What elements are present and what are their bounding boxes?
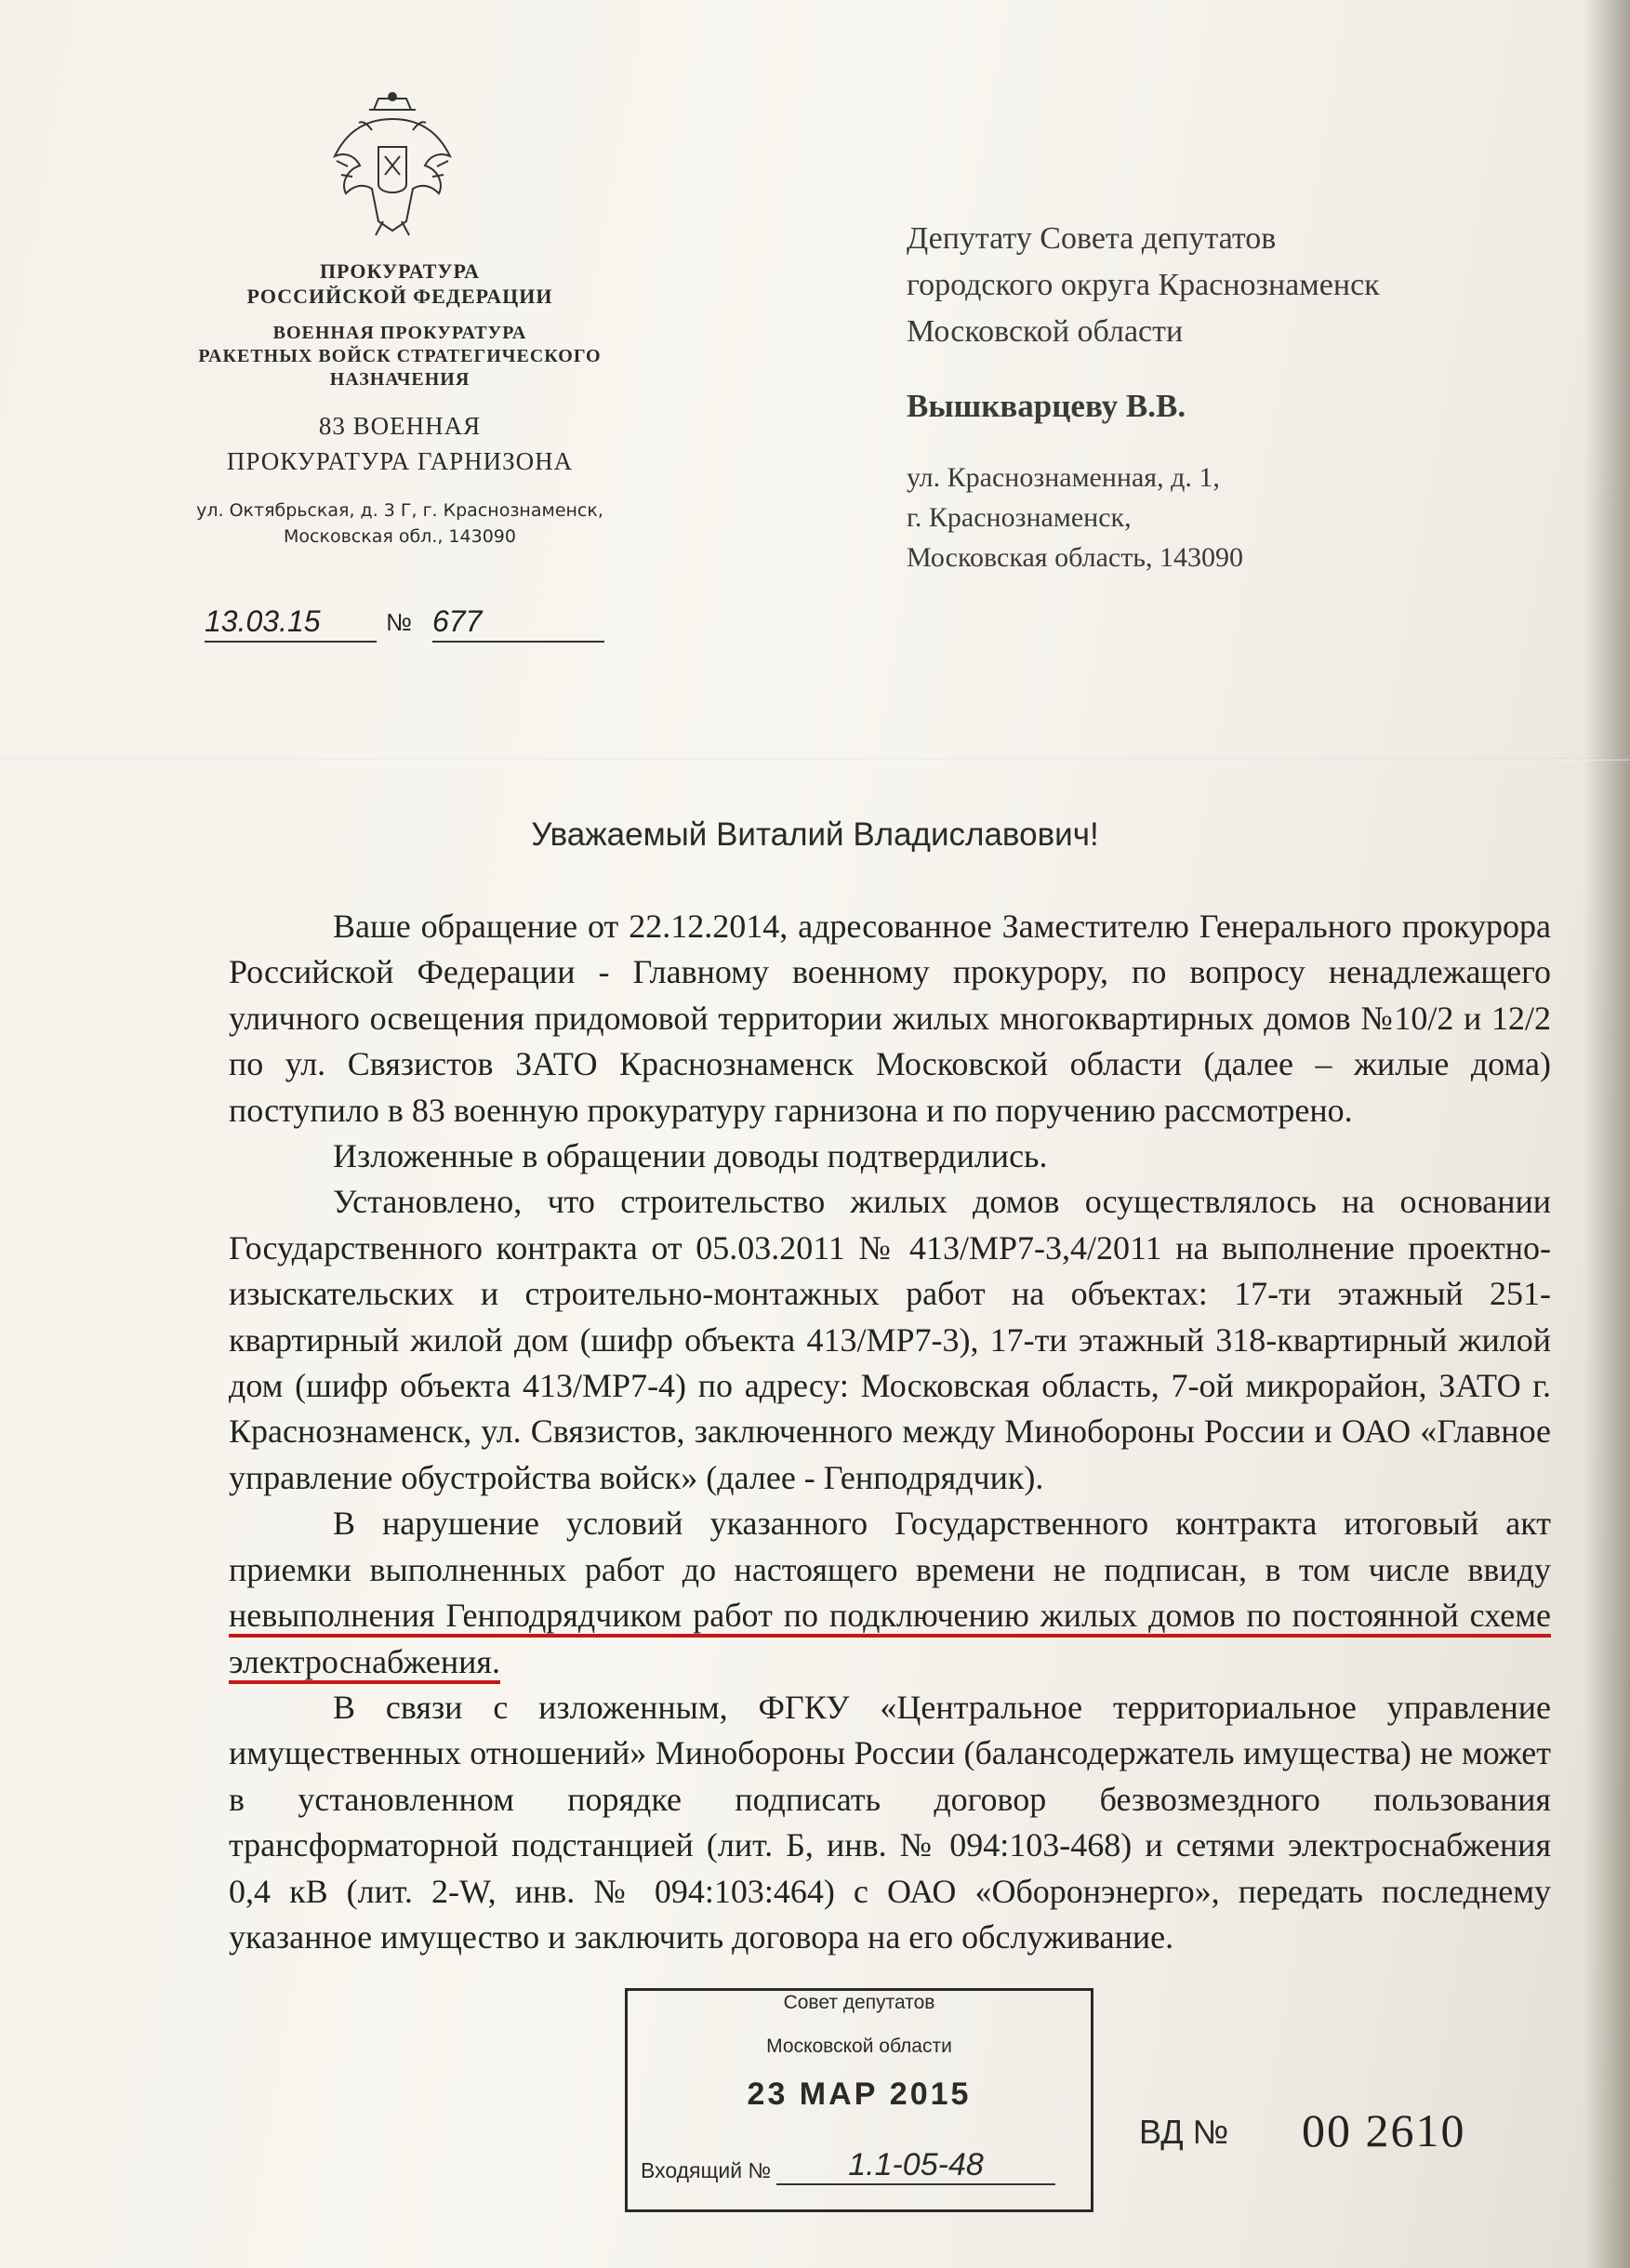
sender-line-7: ПРОКУРАТУРА ГАРНИЗОНА [226,447,574,475]
recipient-line-3: Московской области [907,314,1184,349]
paragraph-3: Установлено, что строительство жилых домов осуществлялось на основании Государственного контракта от 05.03.2011 № 413/МР7-3,4/2011 на выполнение проектно-изыскательских и строительно-монтажных работ на объектах: 17-ти этажный 251-квартирный жилой дом (шифр объекта 413/МР7-3), 17-ти этажный 318-квартирный жилой дом (шифр объекта 413/МР7-4) по адресу: Московская область, 7-ой микрорайон, ЗАТО г. Краснознаменск, ул. Связистов, заключенного между Минобороны России и ОАО «Главное управление обустройства войск» (далее - Генподрядчик). [229,1183,1551,1496]
sender-line-1: ПРОКУРАТУРА [319,259,481,283]
paragraph-4-text: В нарушение условий указанного Государственного контракта итоговый акт приемки выполненных работ до настоящего времени не подписан, в том числе ввиду [229,1505,1551,1588]
sender-line-2: РОССИЙСКОЙ ФЕДЕРАЦИИ [246,285,553,308]
sender-line-3: ВОЕННАЯ ПРОКУРАТУРА [272,323,527,343]
incoming-stamp [625,1988,1093,2212]
number-sign: № [386,608,412,636]
vd-number: 00 2610 [1302,2104,1466,2156]
vd-label: ВД № [1139,2113,1229,2151]
stamp-date: 23 МАР 2015 [747,2076,972,2112]
greeting: Уважаемый Виталий Владиславович! [531,816,1099,853]
stamp-incoming-label: Входящий № [641,2158,772,2182]
recipient-line-1: Депутату Совета депутатов [907,221,1277,256]
sender-line-6: 83 ВОЕННАЯ [318,412,482,440]
page-edge-shadow [1584,0,1630,2268]
recipient-address-1: ул. Краснознаменная, д. 1, [907,462,1220,493]
paragraph-5: В связи с изложенным, ФГКУ «Центральное территориальное управление имущественных отношений» Минобороны России (балансодержатель имущества) не может в установленном порядке подписать договор безвозмездного пользования трансформаторной подстанцией (лит. Б, инв. № 094:103-468) и сетями электроснабжения 0,4 кВ (лит. 2-W, инв. № 094:103:464) с ОАО «Оборонэнерго», передать последнему указанное имущество и заключить договора на его обслуживание. [229,1688,1551,1956]
outgoing-number: 677 [432,604,604,643]
stamp-line-1: Совет депутатов [783,1992,935,2013]
recipient-block [907,216,1380,577]
recipient-address-3: Московская область, 143090 [907,542,1243,573]
sender-address-1: ул. Октябрьская, д. 3 Г, г. Краснознаменск, [196,500,603,521]
letter-body [229,904,1551,1960]
recipient-name: Вышкварцеву В.В. [907,388,1186,424]
paragraph-4 [229,1501,1551,1685]
sender-line-4: РАКЕТНЫХ ВОЙСК СТРАТЕГИЧЕСКОГО [198,346,602,366]
sender-line-5: НАЗНАЧЕНИЯ [329,369,470,390]
recipient-address-2: г. Краснознаменск, [907,502,1132,533]
paragraph-2: Изложенные в обращении доводы подтвердились. [333,1137,1048,1175]
registration-line [205,604,604,645]
recipient-address [907,458,1380,577]
stamp-line-2: Московской области [766,2036,952,2057]
sender-address-2: Московская обл., 143090 [284,526,516,547]
stamp-incoming-number: 1.1-05-48 [776,2147,1055,2185]
sender-block [130,259,669,550]
paragraph-1: Ваше обращение от 22.12.2014, адресованное Заместителю Генерального прокурора Российской Федерации - Главному военному прокурору, по вопросу ненадлежащего уличного освещения придомовой территории жилых многоквартирных домов №10/2 и 12/2 по ул. Связистов ЗАТО Краснознаменск Московской области (далее – жилые дома) поступило в 83 военную прокуратуру гарнизона и по поручению рассмотрено. [229,908,1551,1129]
recipient-line-2: городского округа Краснознаменск [907,268,1380,302]
coat-of-arms-emblem [327,91,457,240]
paper-fold [0,758,1630,761]
underlined-highlight: невыполнения Генподрядчиком работ по подключению жилых домов по постоянной схеме электроснабжения. [229,1597,1551,1683]
outgoing-date: 13.03.15 [205,604,377,643]
